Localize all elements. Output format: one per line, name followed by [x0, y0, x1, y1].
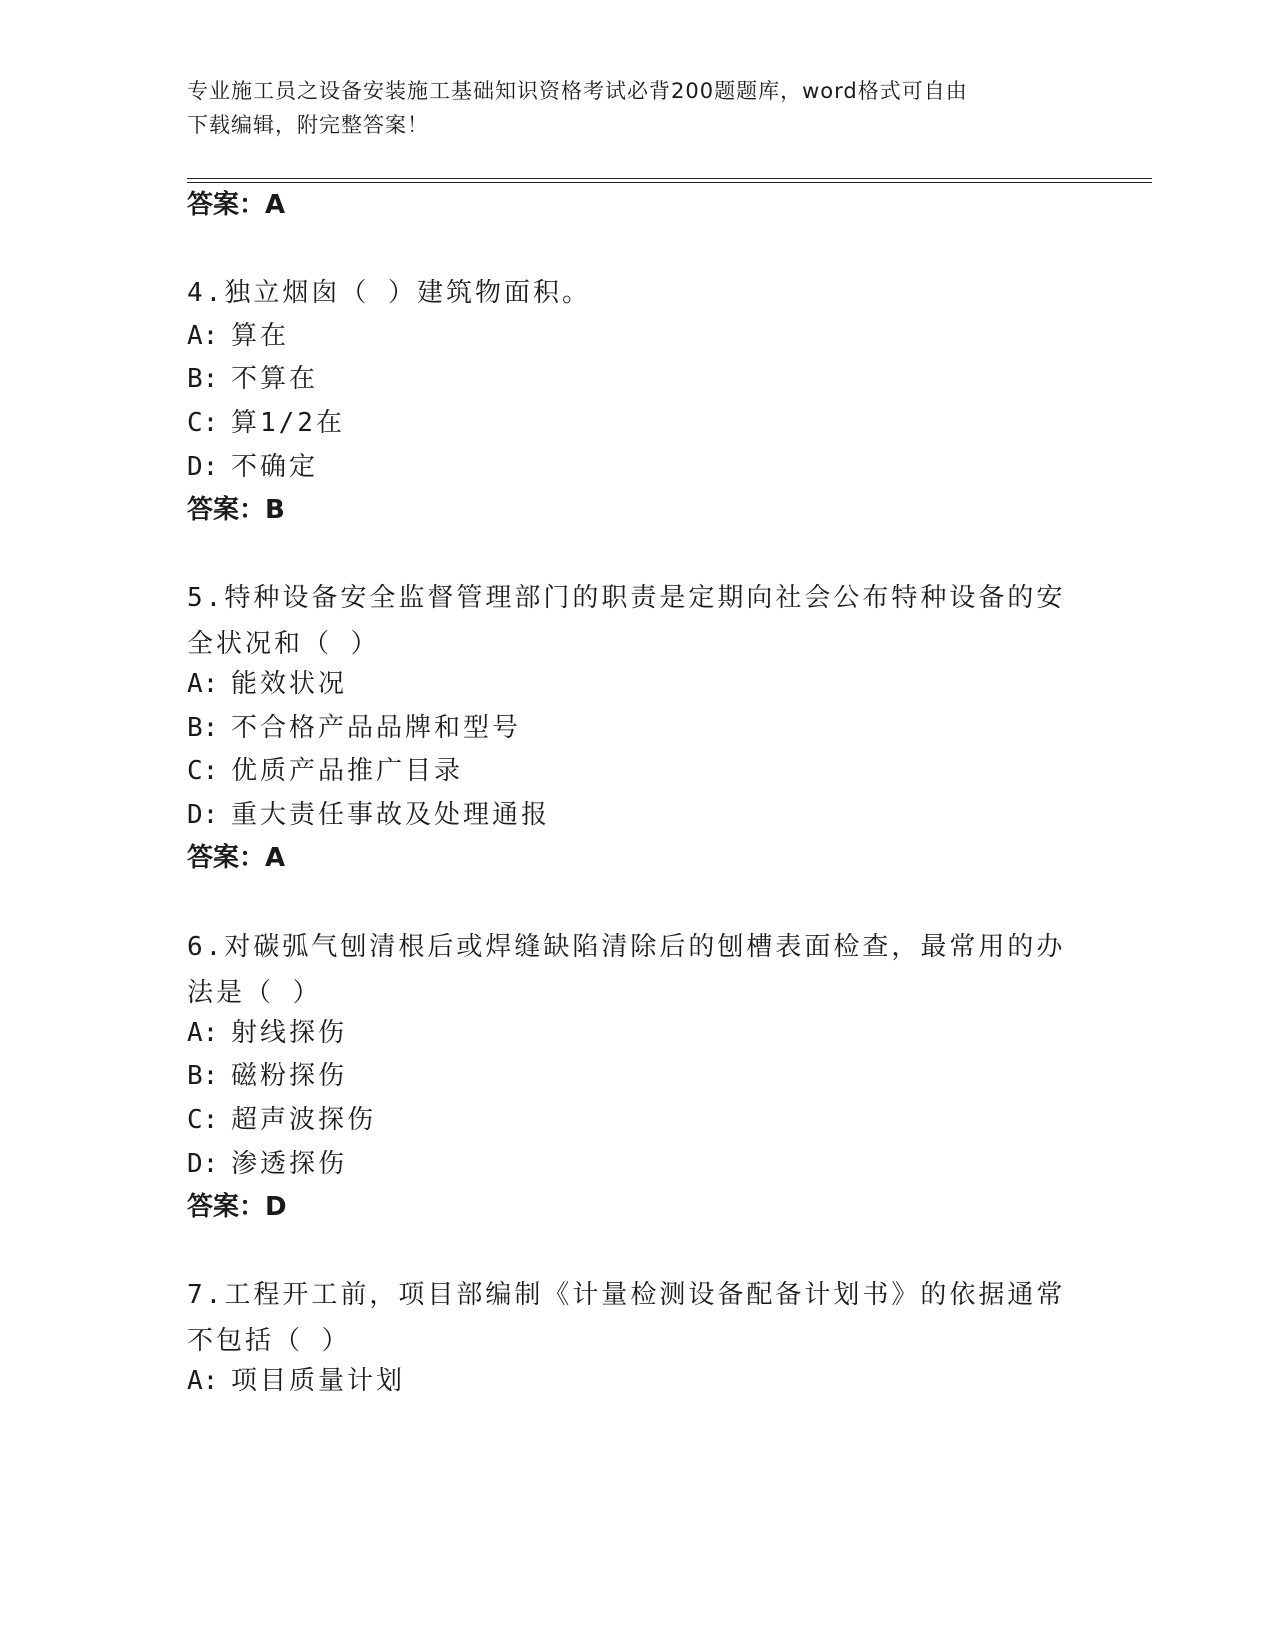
option-text: 射线探伤 — [231, 1018, 348, 1048]
question-7 — [187, 1272, 1067, 1364]
option-text: 优质产品推广目录 — [231, 756, 464, 786]
question-6 — [187, 924, 1067, 1016]
answer-q6 — [187, 1190, 287, 1224]
question-4 — [187, 270, 1067, 316]
option-label: B: — [187, 364, 219, 394]
option-text: 项目质量计划 — [231, 1366, 406, 1396]
option-a — [187, 1364, 405, 1398]
option-text: 算在 — [231, 321, 290, 351]
question-text-continued: 全状况和（ ） — [187, 629, 380, 659]
option-c — [187, 754, 463, 788]
option-text: 不合格产品品牌和型号 — [231, 713, 522, 743]
option-b — [187, 362, 318, 396]
option-a — [187, 667, 347, 701]
question-number: 7. — [187, 1280, 225, 1310]
option-label: C: — [187, 756, 219, 786]
option-label: A: — [187, 1018, 219, 1048]
option-b — [187, 1059, 347, 1093]
option-label: C: — [187, 1105, 219, 1135]
option-label: A: — [187, 321, 219, 351]
answer-value: D — [265, 1192, 287, 1222]
answer-q4 — [187, 493, 285, 527]
answer-prefix: 答案： — [187, 843, 266, 873]
question-number: 4. — [187, 278, 225, 308]
option-text: 超声波探伤 — [231, 1105, 377, 1135]
answer-q3 — [187, 188, 285, 222]
answer-q5 — [187, 841, 285, 875]
question-text: 对碳弧气刨清根后或焊缝缺陷清除后的刨槽表面检查，最常用的办 — [224, 932, 1066, 962]
question-text: 独立烟囱（ ）建筑物面积。 — [224, 278, 591, 308]
question-number: 6. — [187, 932, 225, 962]
option-a — [187, 1016, 347, 1050]
document-header — [187, 74, 1067, 142]
option-d — [187, 798, 550, 832]
option-text: 渗透探伤 — [231, 1149, 348, 1179]
option-a — [187, 319, 289, 353]
header-line-1: 专业施工员之设备安装施工基础知识资格考试必背200题题库，word格式可自由 — [187, 79, 968, 103]
option-label: A: — [187, 669, 219, 699]
question-text: 工程开工前，项目部编制《计量检测设备配备计划书》的依据通常 — [224, 1280, 1066, 1310]
option-d — [187, 450, 318, 484]
option-text: 重大责任事故及处理通报 — [231, 800, 551, 830]
question-text: 特种设备安全监督管理部门的职责是定期向社会公布特种设备的安 — [224, 583, 1066, 613]
header-divider-bottom — [187, 182, 1152, 183]
option-text: 能效状况 — [231, 669, 348, 699]
option-text: 算1/2在 — [231, 408, 345, 438]
option-b — [187, 711, 521, 745]
answer-prefix: 答案： — [187, 1192, 266, 1222]
option-label: A: — [187, 1366, 219, 1396]
answer-prefix: 答案： — [187, 495, 266, 525]
answer-value: A — [265, 843, 286, 873]
header-line-2: 下载编辑，附完整答案！ — [187, 113, 429, 137]
question-number: 5. — [187, 583, 225, 613]
option-c — [187, 1103, 376, 1137]
header-divider-top — [187, 178, 1152, 179]
question-text-continued: 不包括（ ） — [187, 1326, 351, 1356]
option-label: D: — [187, 1149, 219, 1179]
option-d — [187, 1147, 347, 1181]
question-5 — [187, 575, 1067, 667]
option-label: B: — [187, 1061, 219, 1091]
answer-prefix: 答案： — [187, 190, 266, 220]
question-text-continued: 法是（ ） — [187, 978, 322, 1008]
answer-value: B — [265, 495, 285, 525]
answer-value: A — [265, 190, 286, 220]
option-label: D: — [187, 800, 219, 830]
option-text: 不算在 — [231, 364, 319, 394]
option-c — [187, 406, 345, 440]
option-text: 不确定 — [231, 452, 319, 482]
option-label: D: — [187, 452, 219, 482]
option-text: 磁粉探伤 — [231, 1061, 348, 1091]
option-label: B: — [187, 713, 219, 743]
option-label: C: — [187, 408, 219, 438]
